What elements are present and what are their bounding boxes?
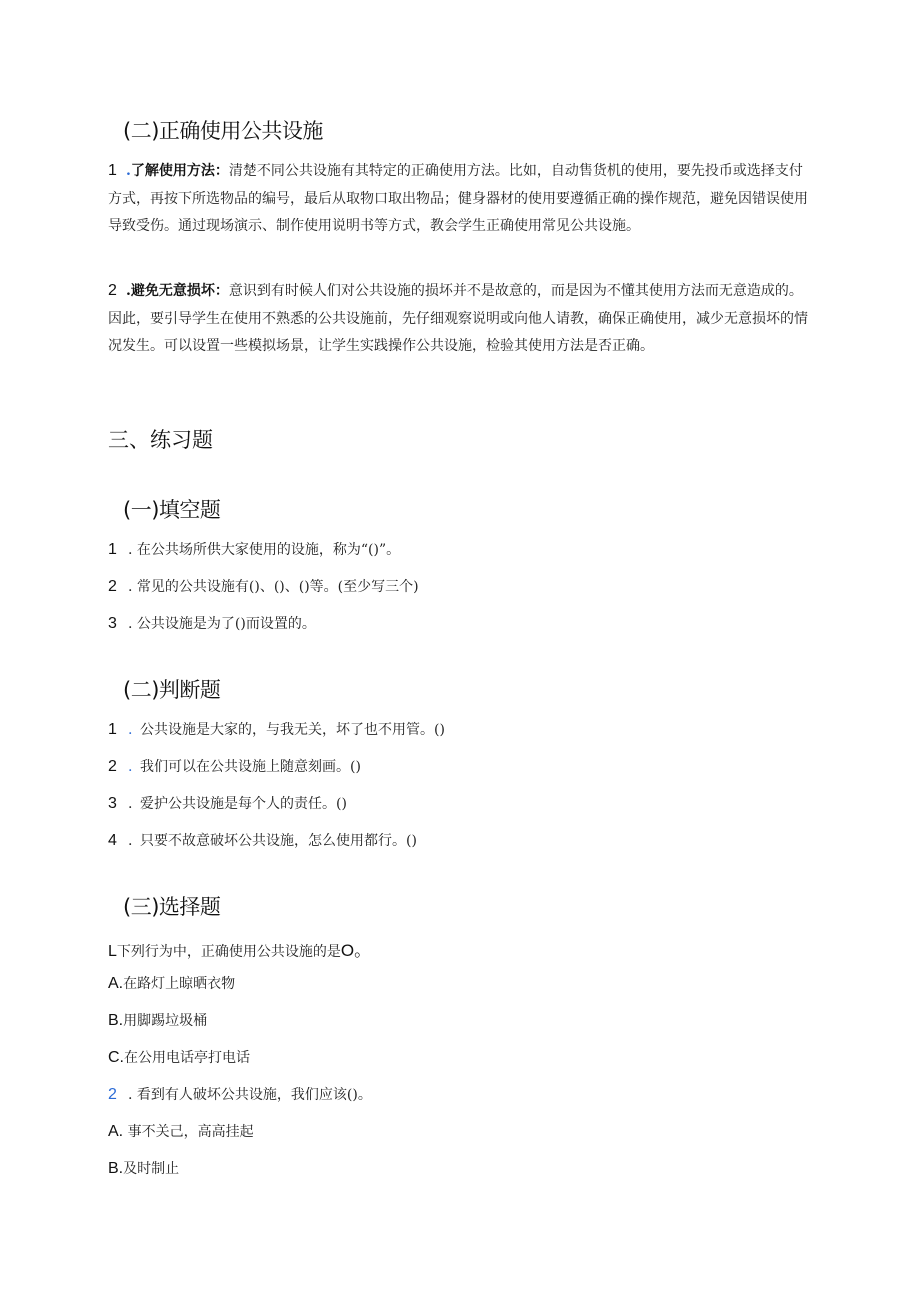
question-number: 2 xyxy=(108,1086,117,1103)
option-letter: A. xyxy=(108,975,124,992)
item-term: 了解使用方法： xyxy=(130,163,229,179)
subsection-heading-choice: (三)选择题 xyxy=(123,895,221,919)
item-text: 公共设施是大家的，与我无关，坏了也不用管。() xyxy=(140,722,445,738)
item-dot: . xyxy=(126,163,131,179)
question-prefix: L xyxy=(108,943,117,960)
item-dot: . xyxy=(128,796,133,812)
item-number: 1 xyxy=(108,721,117,738)
item-number: 2 xyxy=(108,282,117,299)
fill-blank-item xyxy=(108,576,419,596)
option-letter: C. xyxy=(108,1049,124,1066)
option-text: 事不关己，高高挂起 xyxy=(123,1124,254,1140)
item-text: 只要不故意破坏公共设施，怎么使用都行。() xyxy=(140,833,417,849)
choice-question-1 xyxy=(108,936,371,961)
true-false-item xyxy=(108,756,361,776)
fill-blank-item xyxy=(108,539,400,559)
subsection-heading-true-false: (二)判断题 xyxy=(123,678,221,702)
item-number: 3 xyxy=(108,795,117,812)
item-number: 2 xyxy=(108,578,117,595)
option-letter: B. xyxy=(108,1012,124,1029)
option-text: 及时制止 xyxy=(123,1161,180,1177)
choice-option xyxy=(108,973,235,993)
choice-option xyxy=(108,1121,254,1141)
option-text: 用脚踢垃圾桶 xyxy=(123,1013,208,1029)
choice-option xyxy=(108,1158,179,1178)
item-number: 3 xyxy=(108,615,117,632)
paragraph-avoid-damage xyxy=(108,277,808,361)
item-text: 意识到有时候人们对公共设施的损坏并不是故意的，而是因为不懂其使用方法而无意造成的。因此，要引导学生在使用不熟悉的公共设施前，先仔细观察说明或向他人请教，确保正确使用，减少无意损坏的情况发生。可以设置一些模拟场景，让学生实践操作公共设施，检验其使用方法是否正确。 xyxy=(108,283,808,354)
item-text: . 常见的公共设施有()、()、()等。(至少写三个) xyxy=(128,579,419,595)
question-text: 下列行为中，正确使用公共设施的是 xyxy=(116,944,341,960)
item-text: 我们可以在公共设施上随意刻画。() xyxy=(140,759,361,775)
item-number: 1 xyxy=(108,162,117,179)
item-term: 避免无意损坏： xyxy=(130,283,229,299)
section-heading-exercises: 三、练习题 xyxy=(108,428,213,452)
choice-option xyxy=(108,1010,207,1030)
item-text: . 公共设施是为了()而设置的。 xyxy=(128,616,316,632)
option-text: 在路灯上晾晒衣物 xyxy=(123,976,236,992)
option-letter: B. xyxy=(108,1160,124,1177)
fill-blank-item xyxy=(108,613,316,633)
true-false-item xyxy=(108,830,417,850)
choice-question-2 xyxy=(108,1084,372,1104)
question-text: . 看到有人破坏公共设施，我们应该()。 xyxy=(128,1087,372,1103)
item-number: 2 xyxy=(108,758,117,775)
item-number: 1 xyxy=(108,541,117,558)
item-text: 清楚不同公共设施有其特定的正确使用方法。比如，自动售货机的使用，要先投币或选择支付方式，再按下所选物品的编号，最后从取物口取出物品；健身器材的使用要遵循正确的操作规范，避免因错误使用导致受伤。通过现场演示、制作使用说明书等方式，教会学生正确使用常见公共设施。 xyxy=(108,163,808,234)
section-heading-correct-use: (二)正确使用公共设施 xyxy=(123,119,323,143)
choice-option xyxy=(108,1047,250,1067)
item-number: 4 xyxy=(108,832,117,849)
true-false-item xyxy=(108,793,347,813)
item-dot: . xyxy=(128,722,133,738)
question-suffix: O。 xyxy=(340,941,372,960)
item-dot: . xyxy=(128,759,133,775)
option-text: 在公用电话亭打电话 xyxy=(124,1050,250,1066)
item-text: . 在公共场所供大家使用的设施，称为“()”。 xyxy=(128,542,401,558)
item-text: 爱护公共设施是每个人的责任。() xyxy=(140,796,347,812)
true-false-item xyxy=(108,719,445,739)
paragraph-learn-usage xyxy=(108,157,808,241)
item-dot: . xyxy=(126,283,131,299)
option-letter: A. xyxy=(108,1123,124,1140)
subsection-heading-fill-blank: (一)填空题 xyxy=(123,498,221,522)
item-dot: . xyxy=(128,833,133,849)
